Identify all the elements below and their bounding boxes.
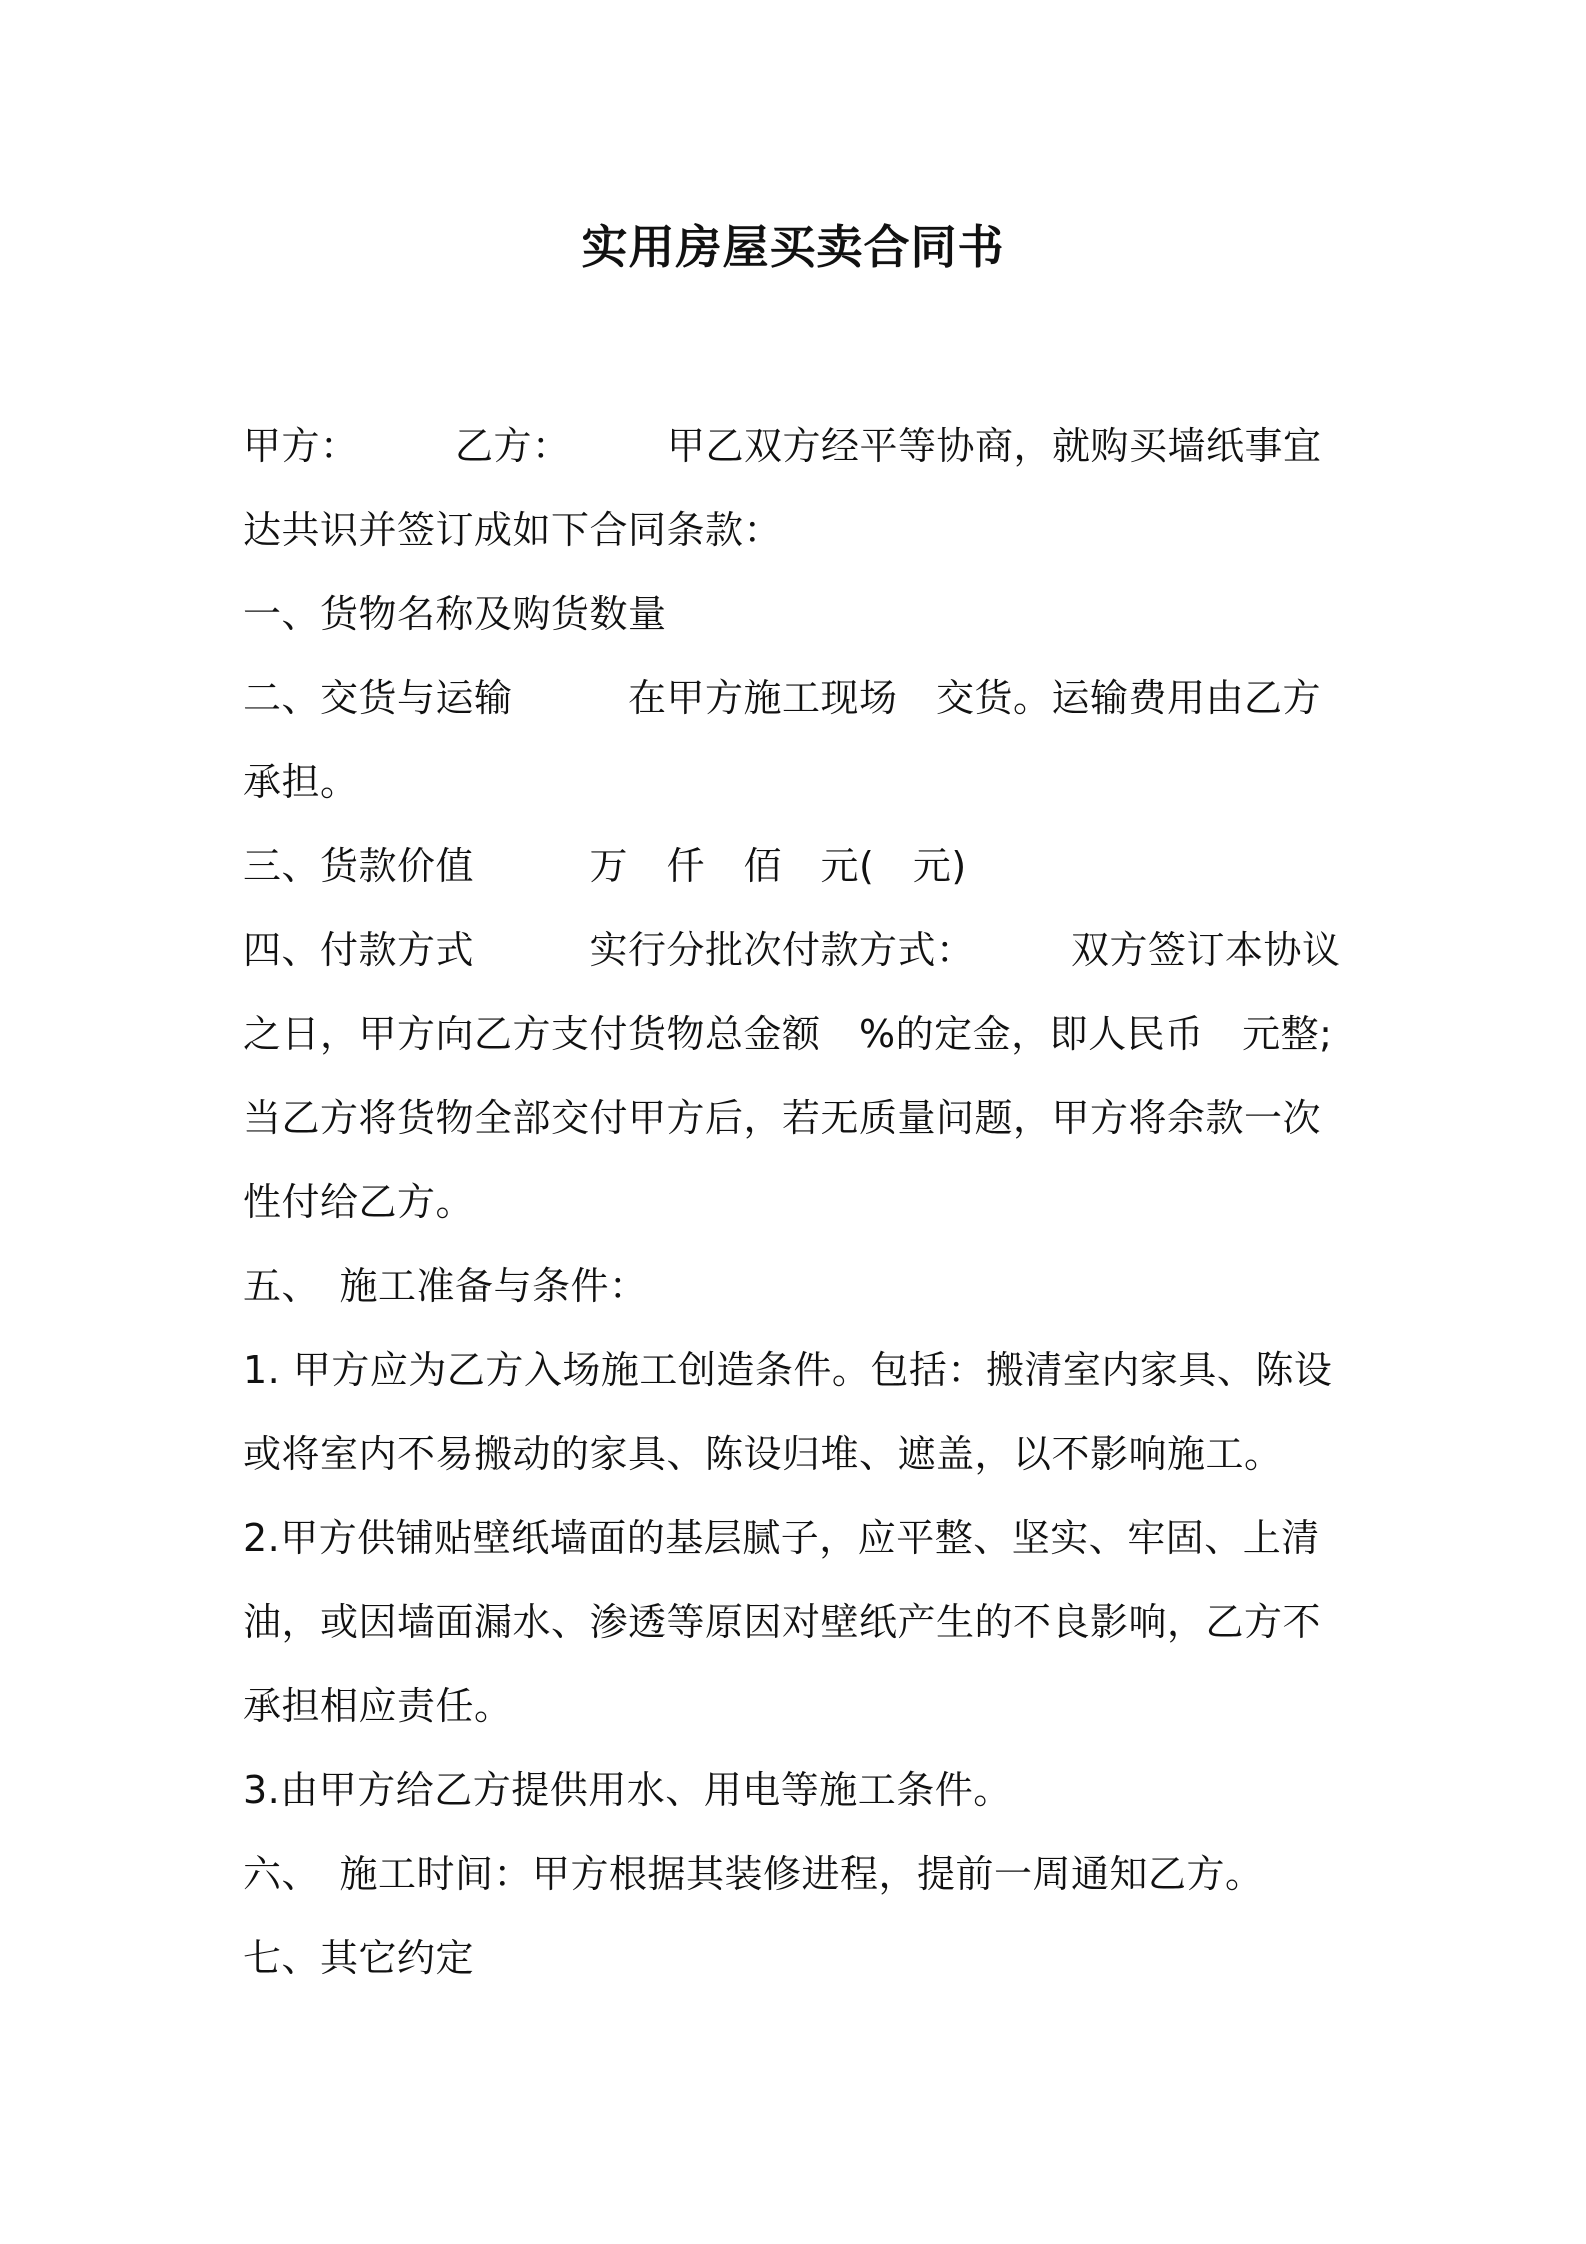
paragraph-payment: 四、付款方式 实行分批次付款方式： 双方签订本协议之日，甲方向乙方支付货物总金额 %的定金，即人民币 元整;当乙方将货物全部交付甲方后，若无质量问题，甲方将余款一次性付给乙方。 — [243, 928, 1341, 1224]
paragraph-preparation-item-3: 3.由甲方给乙方提供用水、用电等施工条件。 — [243, 1768, 1012, 1812]
contract-body — [243, 404, 1355, 2000]
paragraph-delivery: 二、交货与运输 在甲方施工现场 交货。运输费用由乙方承担。 — [243, 676, 1322, 804]
paragraph-goods-name: 一、货物名称及购货数量 — [243, 592, 667, 636]
paragraph-other-terms: 七、其它约定 — [243, 1936, 475, 1980]
document-title: 实用房屋买卖合同书 — [581, 220, 1005, 274]
paragraph-parties: 甲方： 乙方： 甲乙双方经平等协商，就购买墙纸事宜达共识并签订成如下合同条款： — [243, 424, 1322, 552]
paragraph-preparation-item-2: 2.甲方供铺贴壁纸墙面的基层腻子，应平整、坚实、牢固、上清油，或因墙面漏水、渗透等原因对壁纸产生的不良影响，乙方不承担相应责任。 — [243, 1516, 1322, 1728]
paragraph-preparation-heading: 五、 施工准备与条件： — [243, 1264, 648, 1308]
paragraph-preparation-item-1: 1. 甲方应为乙方入场施工创造条件。包括：搬清室内家具、陈设或将室内不易搬动的家具、陈设归堆、遮盖，以不影响施工。 — [243, 1348, 1333, 1476]
paragraph-price: 三、货款价值 万 仟 佰 元( 元) — [243, 844, 967, 888]
paragraph-schedule: 六、 施工时间：甲方根据其装修进程，提前一周通知乙方。 — [243, 1852, 1264, 1896]
